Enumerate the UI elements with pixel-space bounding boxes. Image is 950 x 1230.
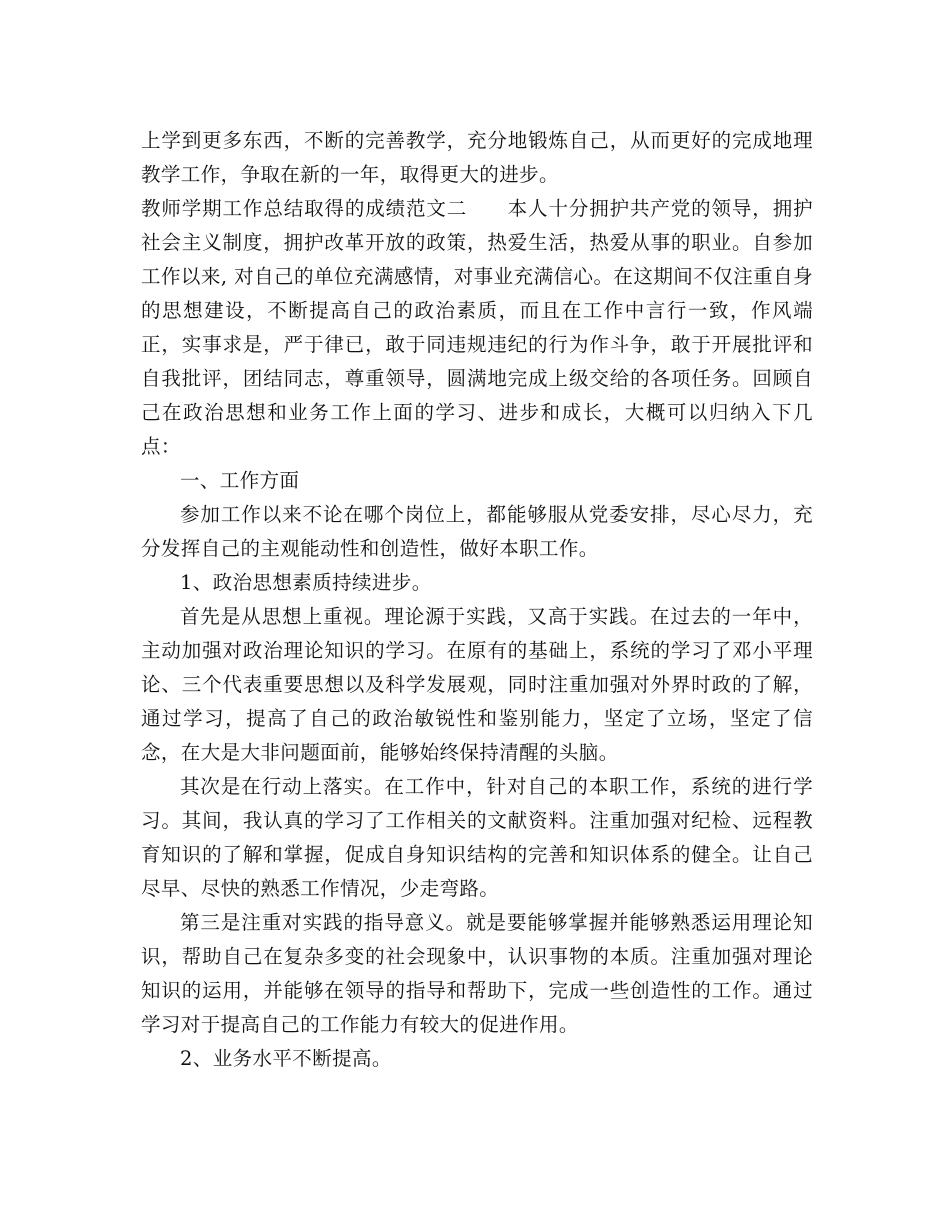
- paragraph: 其次是在行动上落实。在工作中，针对自己的本职工作，系统的进行学习。其间，我认真的学习了工作相关的文献资料。注重加强对纪检、远程教育知识的了解和掌握，促成自身知识结构的完善和知识体系的健全。让自己尽早、尽快的熟悉工作情况，少走弯路。: [141, 775, 813, 900]
- section-title: 教师学期工作总结取得的成绩范文二: [141, 197, 468, 220]
- section-heading: 一、工作方面: [180, 469, 300, 492]
- paragraph: 首先是从思想上重视。理论源于实践，又高于实践。在过去的一年中，主动加强对政治理论知识的学习。在原有的基础上，系统的学习了邓小平理论、三个代表重要思想以及科学发展观，同时注重加强对外界时政的了解，通过学习，提高了自己的政治敏锐性和鉴别能力，坚定了立场，坚定了信念，在大是大非问题面前，能够始终保持清醒的头脑。: [141, 605, 813, 764]
- paragraph: 参加工作以来不论在哪个岗位上，都能够服从党委安排，尽心尽力，充分发挥自己的主观能动性和创造性，做好本职工作。: [141, 503, 813, 560]
- paragraph: 第三是注重对实践的指导意义。就是要能够掌握并能够熟悉运用理论知识，帮助自己在复杂多变的社会现象中，认识事物的本质。注重加强对理论知识的运用，并能够在领导的指导和帮助下，完成一些创造性的工作。通过学习对于提高自己的工作能力有较大的促进作用。: [141, 911, 813, 1036]
- paragraph: 上学到更多东西，不断的完善教学，充分地锻炼自己，从而更好的完成地理教学工作，争取在新的一年，取得更大的进步。: [141, 129, 813, 186]
- paragraph-with-title: [141, 192, 813, 464]
- paragraph-text: 本人十分拥护共产党的领导，拥护社会主义制度，拥护改革开放的政策，热爱生活，热爱从事的职业。自参加工作以来, 对自己的单位充满感情，对事业充满信心。在这期间不仅注重自身的思想建设，不断提高自己的政治素质，而且在工作中言行一致，作风端正，实事求是，严于律已，敢于同违规违纪的行为作斗争，敢于开展批评和自我批评，团结同志，尊重领导，圆满地完成上级交给的各项任务。回顾自己在政治思想和业务工作上面的学习、进步和成长，大概可以归纳入下几点：: [141, 197, 813, 458]
- document-body: [141, 124, 813, 1076]
- subsection-heading: 1、政治思想素质持续进步。: [180, 571, 432, 594]
- subsection-heading: 2、业务水平不断提高。: [180, 1047, 392, 1070]
